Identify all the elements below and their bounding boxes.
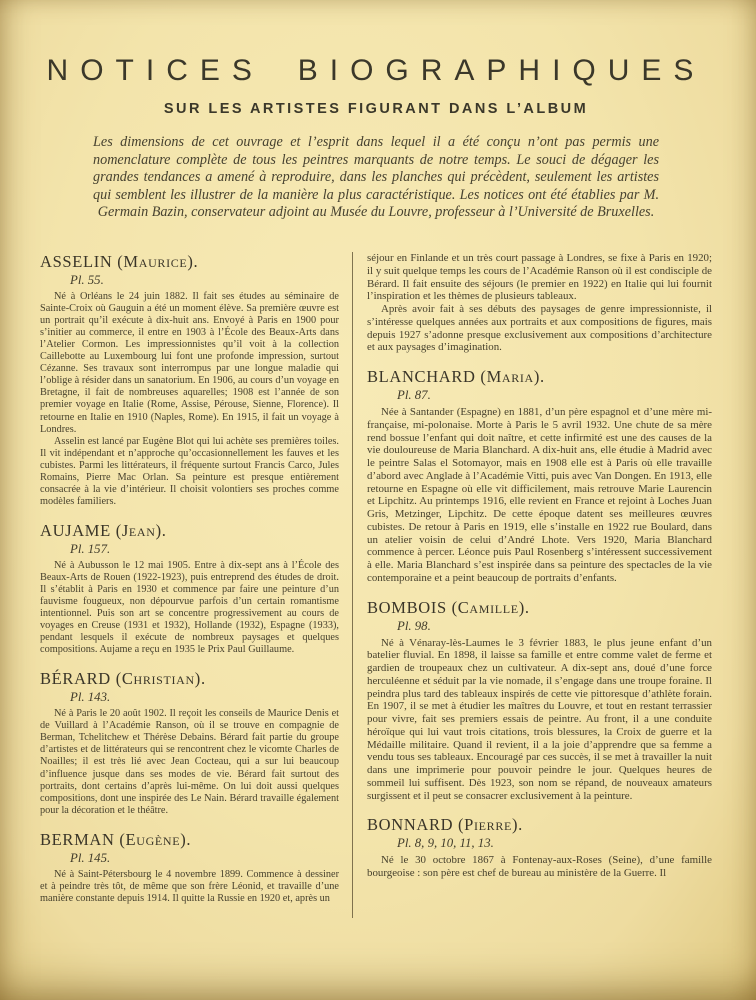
entry-blanchard	[367, 367, 712, 585]
artist-surname: ASSELIN	[40, 252, 113, 272]
bio-paragraph: Après avoir fait à ses débuts des paysages de genre impressionniste, il s’intéresse quelques années aux portraits et aux compositions de figures, mais depuis 1927 s’adonne presque exclusivement aux compositions d’architecture et aux paysages d’imagination.	[367, 303, 712, 354]
two-column-layout	[40, 252, 712, 918]
left-column	[40, 252, 352, 918]
bio-paragraph: Asselin est lancé par Eugène Blot qui lui achète ses premières toiles. Il vit indépendant et n’approche qu’occasionnellement les fauves et les cubistes. Parmi les littérateurs, il fréquente surtout Francis Carco, Jules Romains, Pierre Mac Orlan. Sa peinture est presque entièrement consacrée à la vie d’intérieur. Il choisit volontiers ses proches comme modèles familiers.	[40, 435, 339, 507]
artist-given-name: (Christian).	[115, 669, 206, 689]
bio-paragraph: Né à Vénaray-lès-Laumes le 3 février 1883, le plus jeune enfant d’un batelier fluvial. En 1898, il laisse sa famille et entre comme valet de ferme et gardien de troupeaux chez un cultivateur. A dix-sept ans, doué d’une force herculéenne et séduit par la vie nomade, il s’engage dans une troupe foraine. Il peindra plus tard des tableaux inspirés de cette vie pittoresque d’athlète forain. En 1907, il se met à étudier les maîtres du Louvre, et tout en restant terrassier pour vivre, fait ses premiers essais de peintre. Au front, il a une conduite héroïque qui lui vaut trois citations, trois blessures, la Croix de guerre et la Médaille militaire. Quand il revient, il a la joie d’apprendre que sa femme a vendu tous ses tableaux. Encouragé par ces succès, il se met à travailler la nuit dans une imprimerie pour pouvoir peindre le jour. Quelques heures de sommeil lui suffisent. Dès 1923, son nom se répand, de nouveaux amateurs surgissent et il peut se consacrer exclusivement à la peinture.	[367, 636, 712, 802]
bio-paragraph: Né le 30 octobre 1867 à Fontenay-aux-Roses (Seine), d’une famille bourgeoise : son père est chef de bureau au ministère de la Guerre. Il	[367, 854, 712, 880]
artist-surname: BERMAN	[40, 829, 115, 849]
artist-given-name: (Jean).	[115, 520, 167, 540]
entry-heading	[367, 598, 712, 618]
right-column	[353, 252, 712, 918]
intro-paragraph: Les dimensions de cet ouvrage et l’esprit dans lequel il a été conçu n’ont pas permis une nomenclature complète de tous les peintres marquants de notre temps. Le souci de dégager les grandes tendances a amené à reproduire, dans les planches qui précèdent, seulement les artistes qui semblent les illustrer de la manière la plus caractéristique. Les notices ont été établies par M. Germain Bazin, conservateur adjoint au Musée du Louvre, professeur à l’Université de Bruxelles.	[93, 134, 659, 221]
entry-heading	[367, 367, 712, 387]
bio-paragraph: Né à Saint-Pétersbourg le 4 novembre 1899. Commence à dessiner et à peindre très tôt, de même que son frère Léonid, et travaille d’une manière constante depuis 1914. Il quitte la Russie en 1920 et, après un	[40, 868, 339, 904]
entry-bombois	[367, 598, 712, 803]
plate-reference: Pl. 145.	[70, 850, 111, 865]
artist-surname: BÉRARD	[40, 669, 111, 689]
entry-berman	[40, 830, 339, 905]
page-subtitle: SUR LES ARTISTES FIGURANT DANS L’ALBUM	[163, 101, 589, 117]
bio-paragraph: Né à Paris le 20 août 1902. Il reçoit les conseils de Maurice Denis et de Vuillard à l’Académie Ranson, où il se trouve en compagnie de Berman, Tchelitchew et Thérèse Debains. Bérard fait partie du groupe d’artistes et de littérateurs qui se rencontrent chez le vicomte Charles de Noailles; il est très lié avec Jean Cocteau, qui a sur lui beaucoup d’influence jusque dans ses modes de vie. Bérard fait surtout des portraits, dont certains d’après lui-même. On lui doit aussi quelques compositions, dont une inspirée des Le Nain. Bérard travaille également pour la décoration et le théâtre.	[40, 708, 339, 816]
plate-reference: Pl. 55.	[70, 273, 104, 288]
entry-heading	[367, 815, 712, 835]
plate-reference: Pl. 8, 9, 10, 11, 13.	[397, 836, 494, 851]
entry-berman-continuation	[367, 252, 712, 354]
artist-surname: BOMBOIS	[367, 597, 447, 617]
plate-reference: Pl. 87.	[397, 388, 431, 403]
artist-given-name: (Maria).	[480, 367, 545, 387]
bio-paragraph: Né à Aubusson le 12 mai 1905. Entre à dix-sept ans à l’École des Beaux-Arts de Rouen (1922-1923), puis entreprend des études de droit. Il s’établit à Paris en 1930 et commence par faire une peinture d’un fauvisme fougueux, non dépourvue parfois d’un certain romantisme intentionnel. Puis son art se concentre progressivement au cours de voyages en Creuse (1931 et 1932), Hollande (1932), Espagne (1933), pendant lesquels il exécute de nombreux paysages et quelques compositions. Aujame a reçu en 1935 le Prix Paul Guillaume.	[40, 559, 339, 656]
entry-aujame	[40, 521, 339, 656]
artist-given-name: (Eugène).	[119, 829, 192, 849]
plate-reference: Pl. 98.	[397, 618, 431, 633]
artist-given-name: (Pierre).	[458, 815, 523, 835]
entry-heading	[40, 521, 339, 541]
bio-paragraph-continuation: séjour en Finlande et un très court passage à Londres, se fixe à Paris en 1920; il y suit quelque temps les cours de l’Académie Ranson où il est condisciple de Bérard. Il fait ensuite des séjours (le premier en 1922) en Italie qui lui fournit l’inspiration et les thèmes de plusieurs tableaux.	[367, 252, 712, 303]
bio-paragraph: Né à Orléans le 24 juin 1882. Il fait ses études au séminaire de Sainte-Croix où Gauguin a été un moment élève. Sa première œuvre est un portrait qu’il exécute à dix-huit ans. Envoyé à Paris en 1900 pour s’initier au commerce, il entre en 1903 à l’École des Beaux-Arts dans l’Atelier Cormon. Les impressionnistes qu’il voit à la collection Caillebotte au Luxembourg lui font une profonde impression, surtout Cézanne. Ses travaux sont interrompus par une longue maladie qui l’oblige à résider dans un sanatorium. En 1906, au cours d’un voyage en Bretagne, il fait de nombreuses aquarelles; 1908 est l’année de son premier voyage en Italie (Rome, Assise, Pérouse, Sienne, Florence). Il retourne en Italie en 1910 (Naples, Rome). En 1915, il fait un voyage à Londres.	[40, 291, 339, 435]
page-title: NOTICES BIOGRAPHIQUES	[46, 54, 706, 87]
artist-surname: BONNARD	[367, 815, 454, 835]
bio-paragraph: Née à Santander (Espagne) en 1881, d’un père espagnol et d’une mère mi-française, mi-polonaise. Morte à Paris le 5 avril 1932. Une chute de sa mère rend bossue l’enfant qui doit naître, et cette infirmité est une des causes de la vie douloureuse de Maria Blanchard. A dix-huit ans, elle étudie à Madrid avec le peintre Salas el Sotomayor, mais en 1908 elle est à Paris où elle travaille d’abord avec Anglade à l’Académie Vitti, puis avec Van Dongen. En 1913, elle retourne en Espagne où elle vit difficilement, mais retrouve Marie Laurencin et Lipchitz. Au printemps 1916, elle revient en France et rejoint à Loches Juan Gris, Metzinger, Lipchitz. De cette époque datent ses meilleures œuvres cubistes. De retour à Paris en 1919, elle s’installe en 1922 rue Boulard, dans un atelier voisin de celui d’André Lhote. Vers 1920, Maria Blanchard commence à percer. Léonce puis Paul Rosenberg s’intéressent successivement à elle. Maria Blanchard s’est inspirée dans sa peinture des spectacles de la vie contemporaine et a peint beaucoup de portraits d’enfants.	[367, 406, 712, 584]
plate-reference: Pl. 143.	[70, 690, 111, 705]
plate-reference: Pl. 157.	[70, 541, 111, 556]
entry-bonnard	[367, 815, 712, 880]
entry-berard	[40, 669, 339, 816]
entry-heading	[40, 252, 339, 272]
artist-given-name: (Maurice).	[117, 252, 199, 272]
entry-asselin	[40, 252, 339, 508]
artist-given-name: (Camille).	[451, 597, 530, 617]
page-content	[0, 54, 756, 918]
entry-heading	[40, 669, 339, 689]
artist-surname: BLANCHARD	[367, 367, 476, 387]
entry-heading	[40, 830, 339, 850]
artist-surname: AUJAME	[40, 520, 111, 540]
